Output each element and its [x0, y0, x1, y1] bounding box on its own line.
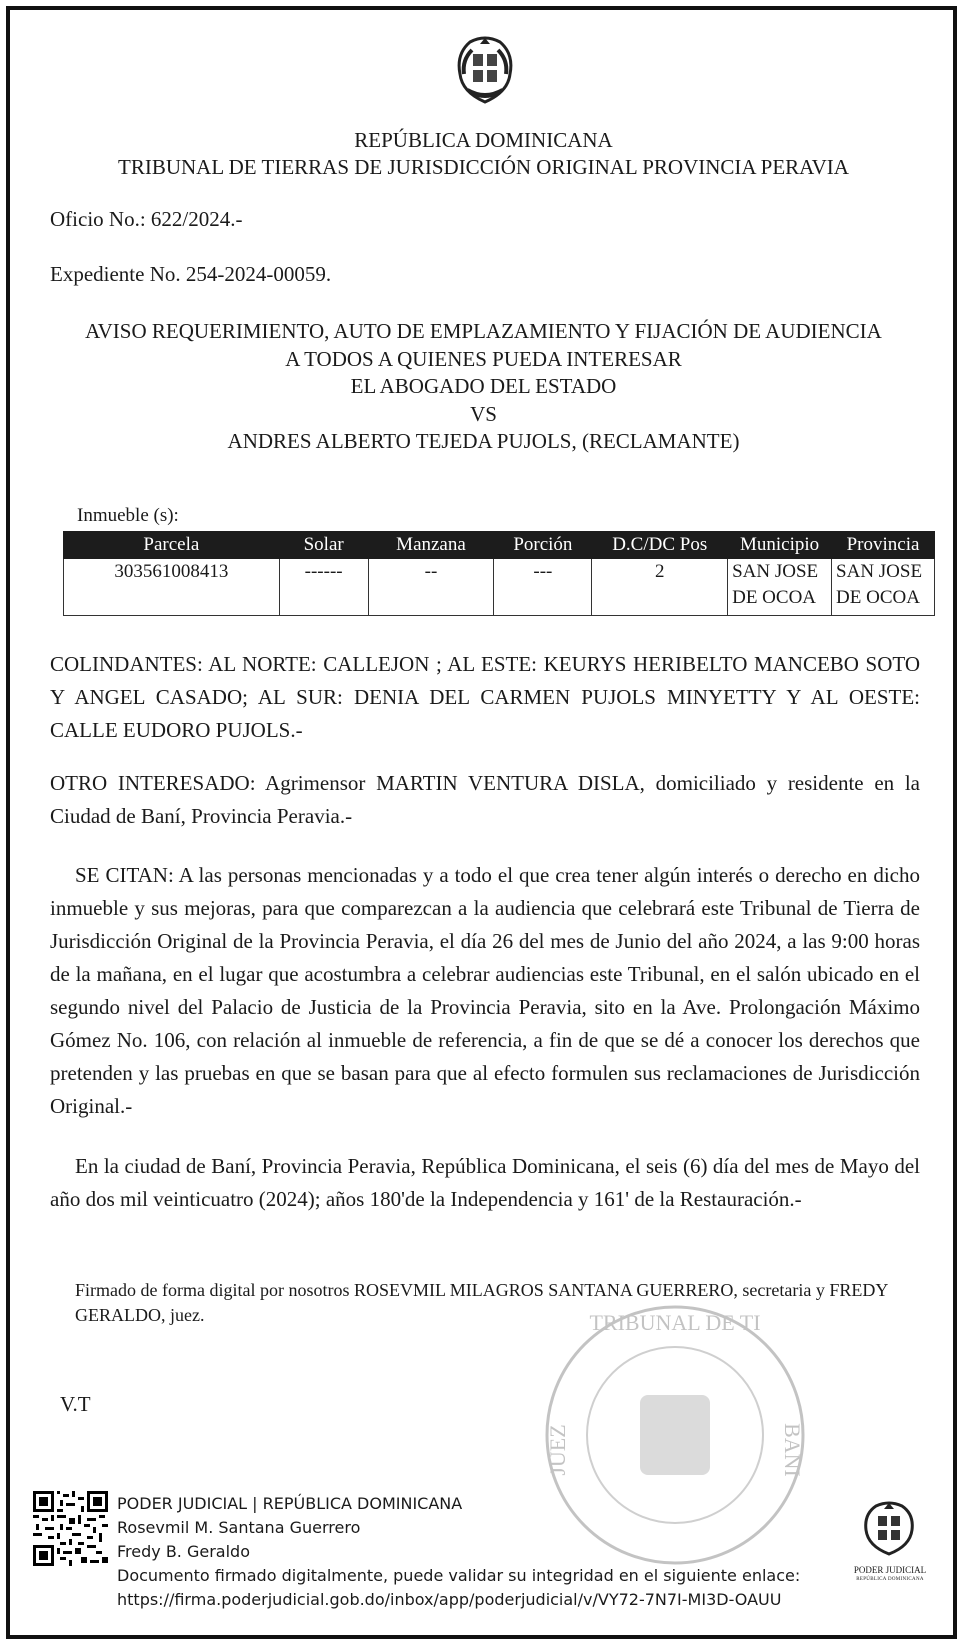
logo-label: PODER JUDICIAL — [853, 1565, 927, 1575]
court-stamp-icon — [540, 1300, 810, 1570]
poder-judicial-logo-icon — [860, 1500, 918, 1558]
stamp-top-text: TRIBUNAL DE TI — [589, 1310, 761, 1335]
inmueble-table — [63, 531, 935, 616]
table-cell: -- — [368, 559, 494, 616]
expediente-number: Expediente No. 254-2024-00059. — [50, 262, 332, 286]
column-header: Manzana — [368, 532, 494, 559]
otro-interesado-paragraph: OTRO INTERESADO: Agrimensor MARTIN VENTURA DISLA, domiciliado y residente en la Ciudad de Baní, Provincia Peravia.- — [50, 771, 920, 828]
validation-link[interactable]: https://firma.poderjudicial.gob.do/inbox/app/poderjudicial/v/VY72-7N7I-MI3D-OAUU — [117, 1590, 782, 1609]
stamp-left-text: JUEZ — [545, 1424, 570, 1476]
header-country: REPÚBLICA DOMINICANA — [354, 128, 613, 152]
column-header: Solar — [279, 532, 368, 559]
se-citan-paragraph: SE CITAN: A las personas mencionadas y a todo el que crea tener algún interés o derecho en dicho inmueble y sus mejoras, para que comparezcan a la audiencia que celebrará este Tribunal de Tierra de Jurisdicción Original de la Provincia Peravia, el día 26 del mes de Junio del año 2024, a las 9:00 horas de la mañana, en el lugar que acostumbra a celebrar audiencias este Tribunal, en el salón ubicado en el segundo nivel del Palacio de Justicia de la Provincia Peravia, sito en la Ave. Prolongación Máximo Gómez No. 106, con relación al inmueble de referencia, a fin de que se dé a conocer los derechos que pretenden y las pruebas en que se basan para que al efecto formulen sus reclamaciones de Jurisdicción Original.- — [50, 863, 920, 1118]
inmueble-label: Inmueble (s): — [77, 505, 179, 526]
fecha-paragraph: En la ciudad de Baní, Provincia Peravia, República Dominicana, el seis (6) día del mes de Mayo del año dos mil veinticuatro (2024); años 180'de la Independencia y 161' de la Restauración.- — [50, 1154, 920, 1211]
notice-line-2: A TODOS A QUIENES PUEDA INTERESAR — [285, 346, 682, 371]
footer-line-1: PODER JUDICIAL | REPÚBLICA DOMINICANA — [117, 1494, 463, 1513]
qr-code-icon — [33, 1491, 108, 1566]
colindantes-paragraph: COLINDANTES: AL NORTE: CALLEJON ; AL ESTE: KEURYS HERIBELTO MANCEBO SOTO Y ANGEL CASADO; AL SUR: DENIA DEL CARMEN PUJOLS MINYETTY Y AL OESTE: CALLE EUDORO PUJOLS.- — [50, 652, 920, 742]
notice-title — [40, 318, 927, 456]
column-header: D.C/DC Pos — [592, 532, 728, 559]
table-row — [64, 559, 935, 616]
table-header-row — [64, 532, 935, 559]
table-cell: 2 — [592, 559, 728, 616]
firmado-text: Firmado de forma digital por nosotros ROSEVMIL MILAGROS SANTANA GUERRERO, secretaria y FREDY GERALDO, juez. — [75, 1280, 888, 1325]
notice-line-5: ANDRES ALBERTO TEJEDA PUJOLS, (RECLAMANTE) — [227, 429, 740, 453]
oficio-number: Oficio No.: 622/2024.- — [50, 207, 243, 231]
notice-line-1: AVISO REQUERIMIENTO, AUTO DE EMPLAZAMIENTO Y FIJACIÓN DE AUDIENCIA — [85, 319, 882, 343]
column-header: Parcela — [64, 532, 280, 559]
notice-line-3: EL ABOGADO DEL ESTADO — [350, 374, 617, 398]
vt-initials: V.T — [60, 1392, 91, 1416]
table-cell: ------ — [279, 559, 368, 616]
column-header: Porción — [494, 532, 592, 559]
logo-sublabel: REPÚBLICA DOMINICANA — [856, 1577, 924, 1582]
table-cell: SAN JOSE DE OCOA — [832, 559, 935, 616]
stamp-right-text: BANI — [780, 1423, 805, 1477]
footer-line-3: Fredy B. Geraldo — [117, 1542, 250, 1561]
footer-line-2: Rosevmil M. Santana Guerrero — [117, 1518, 361, 1537]
column-header: Provincia — [832, 532, 935, 559]
column-header: Municipio — [728, 532, 832, 559]
coat-of-arms-icon — [454, 34, 516, 108]
footer-line-4: Documento firmado digitalmente, puede validar su integridad en el siguiente enlace: — [117, 1566, 801, 1585]
table-cell: --- — [494, 559, 592, 616]
table-cell: SAN JOSE DE OCOA — [728, 559, 832, 616]
notice-line-4: VS — [470, 401, 497, 426]
header-court: TRIBUNAL DE TIERRAS DE JURISDICCIÓN ORIGINAL PROVINCIA PERAVIA — [118, 155, 849, 179]
table-cell: 303561008413 — [64, 559, 280, 616]
